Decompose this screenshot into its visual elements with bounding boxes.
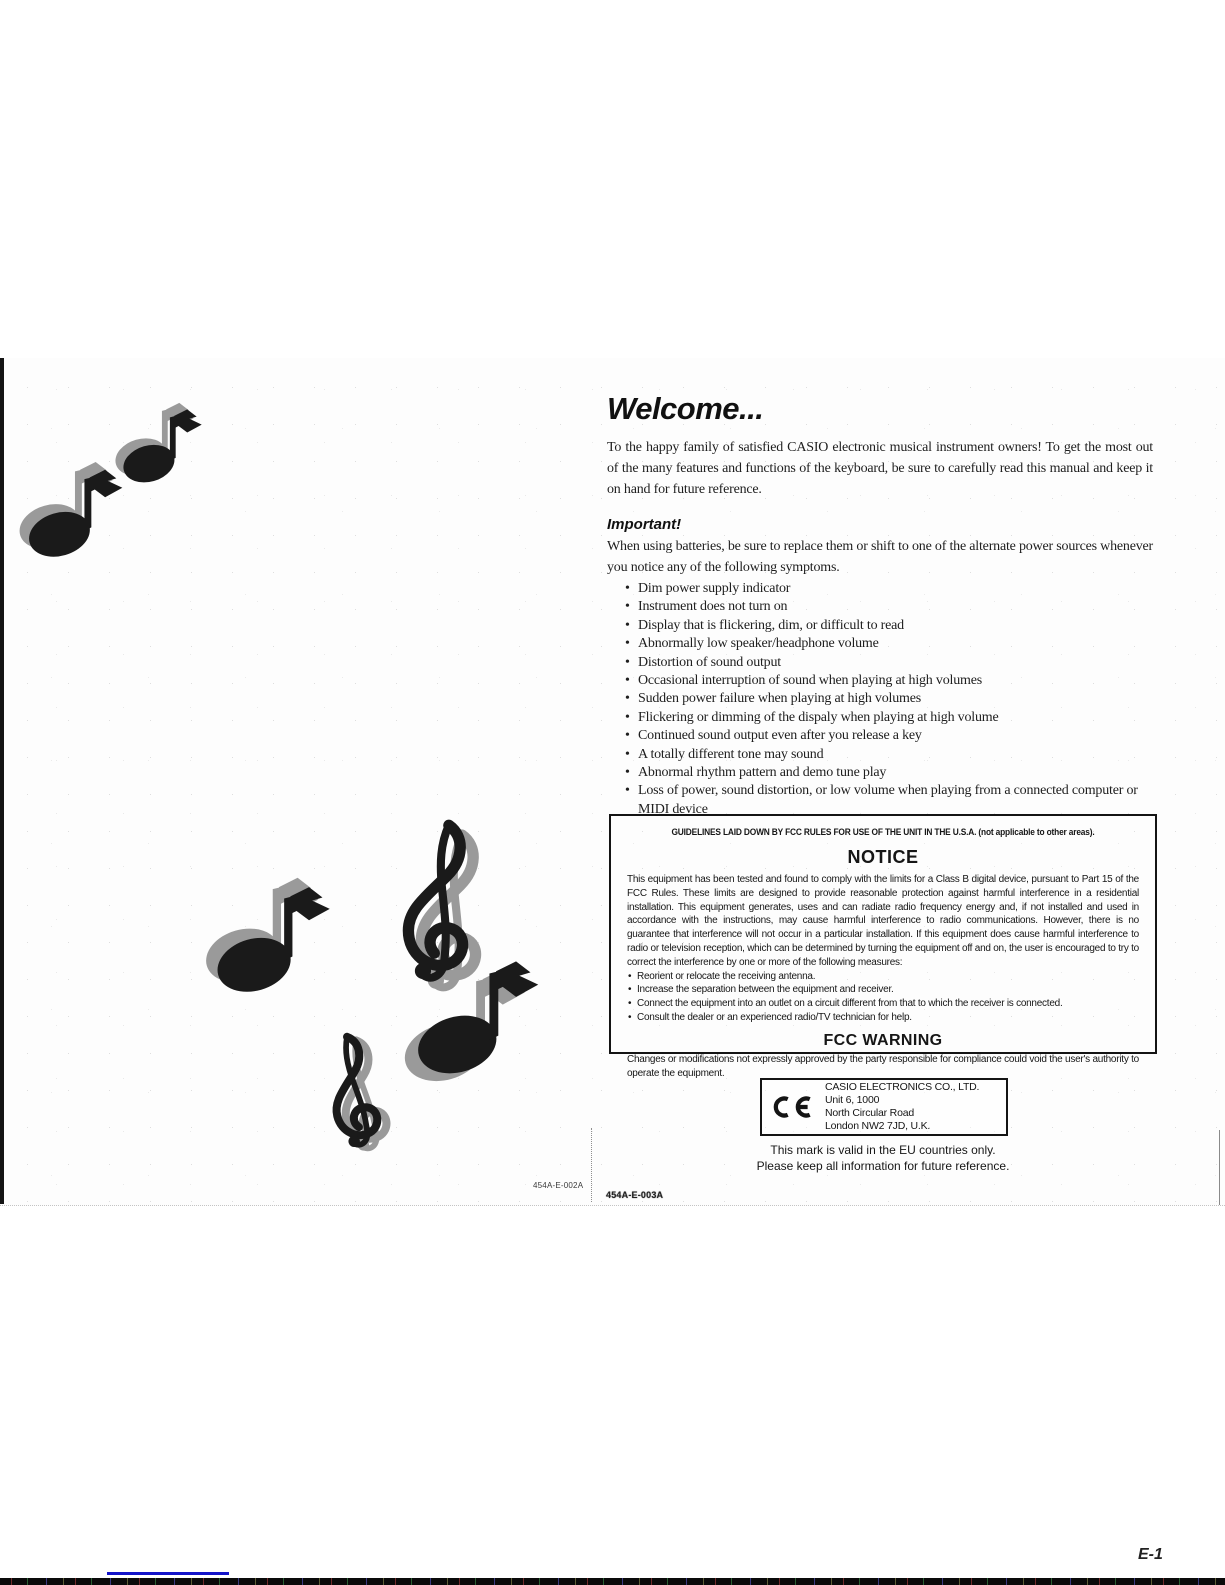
content-column — [607, 392, 1153, 819]
symptom-list — [607, 580, 1153, 819]
ce-address-line: North Circular Road — [825, 1107, 914, 1119]
list-item: • Instrument does not turn on — [625, 598, 1153, 616]
footer-code-left: 454A-E-002A — [533, 1181, 584, 1190]
eighth-note-icon — [208, 884, 352, 998]
ce-note-line-1: This mark is valid in the EU countries only. — [770, 1143, 996, 1157]
ce-address-line: CASIO ELECTRONICS CO., LTD. — [825, 1080, 980, 1093]
fcc-warning-title: FCC WARNING — [823, 1031, 943, 1049]
fcc-guidelines-heading: GUIDELINES LAID DOWN BY FCC RULES FOR USE OF THE UNIT IN THE U.S.A. (not applicable to other areas). — [671, 827, 1095, 838]
list-item: • Increase the separation between the equipment and receiver. — [627, 983, 1139, 997]
ce-address-line: London NW2 7JD, U.K. — [825, 1120, 931, 1133]
list-item: • Distortion of sound output — [625, 654, 1153, 672]
scan-right-edge — [1219, 1130, 1220, 1205]
ce-note-line-2: Please keep all information for future reference. — [756, 1158, 1010, 1173]
list-item: • Occasional interruption of sound when playing at high volumes — [625, 672, 1153, 690]
eighth-note-icon — [410, 958, 560, 1080]
fcc-warning-body: Changes or modifications not expressly approved by the party responsible for compliance could void the user's authority to operate the equipment. — [627, 1053, 1139, 1079]
list-item: • Sudden power failure when playing at high volumes — [625, 690, 1153, 708]
list-item: • Dim power supply indicator — [625, 580, 1153, 598]
notice-title: NOTICE — [847, 847, 919, 867]
list-item: • Connect the equipment into an outlet on a circuit different from that to which the receiver is connected. — [627, 997, 1139, 1011]
list-item: • Abnormal rhythm pattern and demo tune play — [625, 764, 1153, 782]
measures-list — [627, 970, 1139, 1025]
fcc-notice-box — [609, 814, 1157, 1079]
notice-body: This equipment has been tested and found to comply with the limits for a Class B digital device, pursuant to Part 15 of the FCC Rules. These limits are designed to provide reasonable protection against harmful interference in a residential installation. This equipment generates, uses and can radiate radio frequency energy and, if not installed and used in accordance with the instructions, may cause harmful interference to radio communications. However, there is no guarantee that interference will not occur in a particular installation. If this equipment does cause harmful interference to radio or television reception, which can be determined by turning the equipment off and on, the user is encouraged to try to correct the interference by one or more of the following measures: — [627, 874, 1139, 968]
important-heading: Important! — [607, 516, 682, 533]
list-item: • Reorient or relocate the receiving antenna. — [627, 970, 1139, 984]
intro-paragraph: To the happy family of satisfied CASIO electronic musical instrument owners! To get the most out of the many features and functions of the keyboard, be sure to carefully read this manual and keep it on hand for future reference. — [607, 440, 1153, 497]
important-paragraph: When using batteries, be sure to replace them or shift to one of the alternate power sources whenever you notice any of the following symptoms. — [607, 539, 1153, 575]
list-item: • Flickering or dimming of the dispaly when playing at high volume — [625, 709, 1153, 727]
page-number: E-1 — [1138, 1546, 1163, 1563]
list-item: • Abnormally low speaker/headphone volume — [625, 635, 1153, 653]
list-item: • Loss of power, sound distortion, or low volume when playing from a connected computer or MIDI device — [625, 782, 1153, 819]
blue-underline — [107, 1572, 229, 1575]
list-item: • Continued sound output even after you release a key — [625, 727, 1153, 745]
ce-address-line: Unit 6, 1000 — [825, 1093, 880, 1106]
list-item: • A totally different tone may sound — [625, 746, 1153, 764]
ce-validity-note — [700, 1143, 1066, 1174]
list-item: • Consult the dealer or an experienced radio/TV technician for help. — [627, 1011, 1139, 1025]
eighth-note-icon — [25, 467, 137, 562]
page-title: Welcome... — [607, 391, 764, 426]
ce-address — [825, 1081, 979, 1134]
ce-mark-box — [760, 1078, 1008, 1136]
fold-crease-line — [591, 1128, 592, 1202]
footer-code-right: 454A-E-003A — [606, 1190, 664, 1200]
list-item: • Display that is flickering, dim, or difficult to read — [625, 617, 1153, 635]
ce-mark-icon — [770, 1092, 814, 1122]
bottom-scan-band — [0, 1578, 1225, 1585]
scan-left-edge — [0, 358, 4, 1204]
